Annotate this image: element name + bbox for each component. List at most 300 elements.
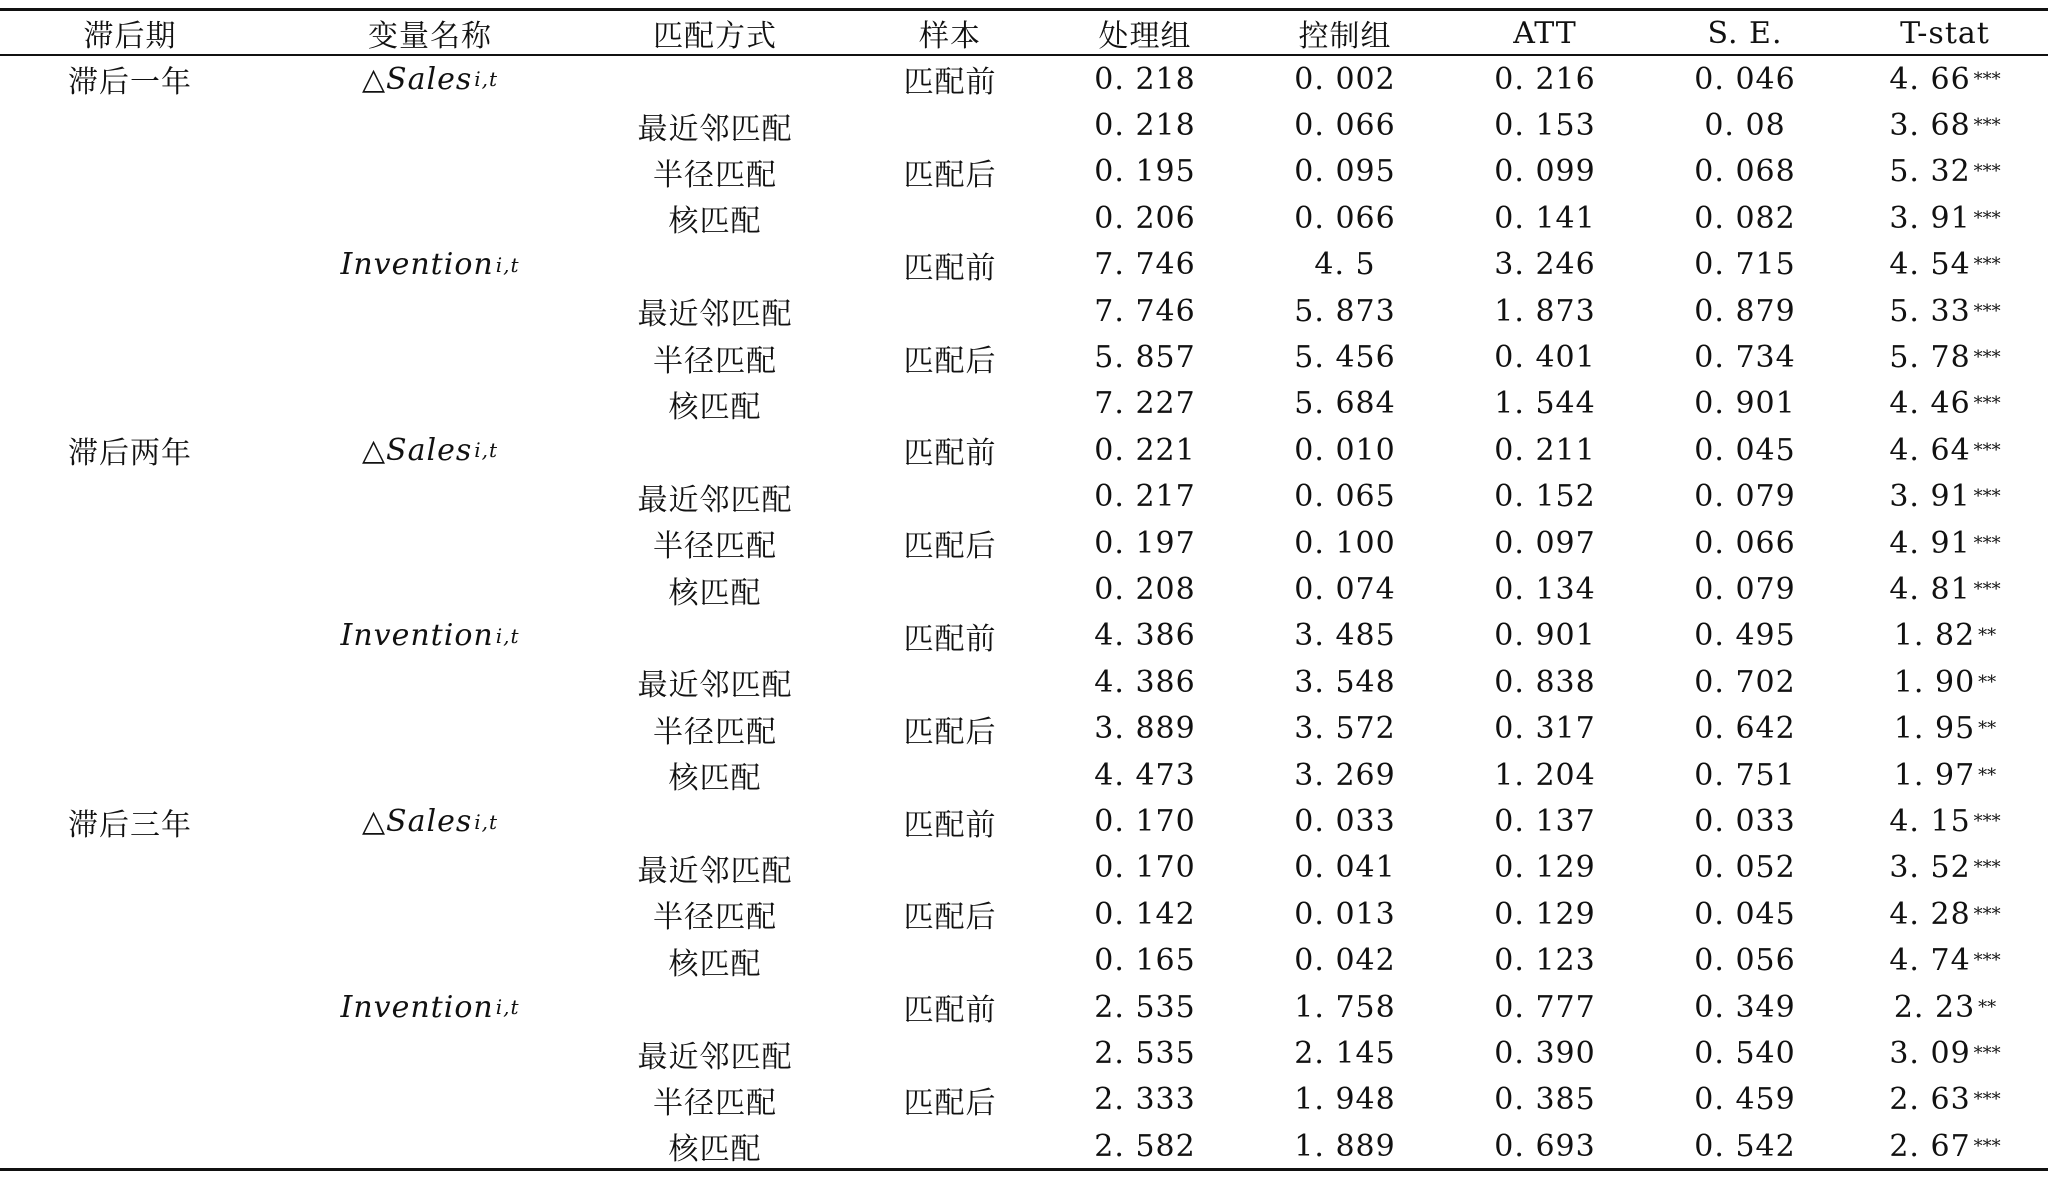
- cell-att: 0. 134: [1494, 572, 1596, 608]
- cell-att: 0. 141: [1494, 200, 1596, 236]
- cell-variable: [330, 1123, 530, 1169]
- cell-se: 0. 082: [1694, 200, 1796, 236]
- cell-treatment: 2. 333: [1094, 1082, 1196, 1118]
- cell-method: [590, 242, 840, 288]
- cell-treatment: 0. 218: [1094, 108, 1196, 144]
- tstat-value: 2. 63: [1889, 1082, 1971, 1118]
- cell-control: 0. 065: [1294, 479, 1396, 515]
- variable-subscript: i,t: [495, 623, 520, 648]
- cell-treatment: 0. 206: [1094, 200, 1196, 236]
- cell-tstat: [1860, 149, 2030, 195]
- cell-tstat: [1860, 242, 2030, 288]
- cell-control: 3. 485: [1294, 618, 1396, 654]
- table-row: [0, 706, 2048, 752]
- table-row: [0, 195, 2048, 241]
- header-sample: 样本: [919, 19, 981, 55]
- cell-lag: 滞后三年: [68, 807, 192, 843]
- cell-sample: [860, 288, 1040, 334]
- cell-variable: [330, 520, 530, 566]
- cell-lag: [40, 891, 220, 937]
- cell-variable: [330, 891, 530, 937]
- significance-stars: ***: [1973, 950, 2001, 972]
- variable-name: Invention: [340, 618, 494, 654]
- cell-variable: [330, 1030, 530, 1076]
- cell-tstat: [1860, 798, 2030, 844]
- cell-se: 0. 052: [1694, 850, 1796, 886]
- cell-se: 0. 542: [1694, 1128, 1796, 1164]
- cell-att: 0. 152: [1494, 479, 1596, 515]
- table-row: [0, 891, 2048, 937]
- cell-treatment: 2. 535: [1094, 1036, 1196, 1072]
- table-row: [0, 566, 2048, 612]
- cell-method: 半径匹配: [653, 157, 777, 193]
- tstat-value: 4. 15: [1889, 804, 1971, 840]
- variable-subscript: i,t: [495, 995, 520, 1020]
- cell-se: 0. 459: [1694, 1082, 1796, 1118]
- cell-sample: [860, 659, 1040, 705]
- cell-lag: 滞后两年: [68, 436, 192, 472]
- cell-method: [590, 427, 840, 473]
- table-row: [0, 845, 2048, 891]
- cell-treatment: 0. 170: [1094, 804, 1196, 840]
- cell-treatment: 0. 208: [1094, 572, 1196, 608]
- significance-stars: **: [1978, 671, 1997, 693]
- variable-name: △Sales: [361, 804, 473, 840]
- variable-name: △Sales: [361, 432, 473, 468]
- tstat-value: 5. 33: [1889, 293, 1971, 329]
- cell-lag: [40, 1030, 220, 1076]
- cell-sample: [860, 1123, 1040, 1169]
- table-row: [0, 56, 2048, 102]
- cell-att: 0. 137: [1494, 804, 1596, 840]
- cell-att: 0. 401: [1494, 340, 1596, 376]
- cell-method: [590, 613, 840, 659]
- cell-treatment: 0. 197: [1094, 525, 1196, 561]
- tstat-value: 2. 23: [1893, 989, 1976, 1025]
- cell-lag: [40, 242, 220, 288]
- variable-subscript: i,t: [474, 438, 499, 463]
- cell-att: 0. 390: [1494, 1036, 1596, 1072]
- cell-sample: [860, 938, 1040, 984]
- tstat-value: 1. 95: [1893, 711, 1976, 747]
- cell-att: 0. 385: [1494, 1082, 1596, 1118]
- cell-att: 0. 777: [1494, 989, 1596, 1025]
- cell-tstat: [1860, 334, 2030, 380]
- cell-tstat: [1860, 56, 2030, 102]
- cell-tstat: [1860, 891, 2030, 937]
- table-row: [0, 242, 2048, 288]
- cell-tstat: [1860, 381, 2030, 427]
- cell-lag: [40, 566, 220, 612]
- cell-variable: [330, 242, 530, 288]
- cell-control: 1. 758: [1294, 989, 1396, 1025]
- cell-att: 0. 129: [1494, 850, 1596, 886]
- cell-se: 0. 734: [1694, 340, 1796, 376]
- cell-variable: [330, 149, 530, 195]
- cell-se: 0. 702: [1694, 664, 1796, 700]
- cell-sample: [860, 566, 1040, 612]
- cell-lag: [40, 102, 220, 148]
- cell-control: 0. 066: [1294, 200, 1396, 236]
- cell-lag: [40, 752, 220, 798]
- cell-tstat: [1860, 1030, 2030, 1076]
- significance-stars: **: [1978, 764, 1997, 786]
- cell-method: [590, 984, 840, 1030]
- cell-sample: 匹配后: [903, 343, 997, 379]
- tstat-value: 4. 74: [1889, 943, 1971, 979]
- variable-subscript: i,t: [474, 809, 499, 834]
- cell-se: 0. 715: [1694, 247, 1796, 283]
- cell-lag: [40, 334, 220, 380]
- cell-control: 0. 095: [1294, 154, 1396, 190]
- cell-method: 半径匹配: [653, 343, 777, 379]
- cell-att: 0. 901: [1494, 618, 1596, 654]
- cell-control: 0. 042: [1294, 943, 1396, 979]
- header-treatment: 处理组: [1098, 19, 1192, 55]
- cell-method: 最近邻匹配: [637, 111, 793, 147]
- cell-control: 3. 269: [1294, 757, 1396, 793]
- variable-subscript: i,t: [474, 67, 499, 92]
- cell-tstat: [1860, 752, 2030, 798]
- cell-method: 核匹配: [668, 761, 762, 797]
- cell-treatment: 0. 142: [1094, 896, 1196, 932]
- cell-att: 0. 099: [1494, 154, 1596, 190]
- tstat-value: 4. 54: [1889, 247, 1971, 283]
- cell-variable: [330, 752, 530, 798]
- cell-se: 0. 066: [1694, 525, 1796, 561]
- cell-tstat: [1860, 659, 2030, 705]
- cell-method: [590, 56, 840, 102]
- tstat-value: 3. 52: [1889, 850, 1971, 886]
- cell-sample: [860, 474, 1040, 520]
- cell-treatment: 0. 217: [1094, 479, 1196, 515]
- cell-variable: [330, 706, 530, 752]
- cell-sample: 匹配前: [903, 993, 997, 1029]
- cell-tstat: [1860, 845, 2030, 891]
- cell-lag: [40, 288, 220, 334]
- cell-variable: [330, 845, 530, 891]
- cell-method: [590, 798, 840, 844]
- cell-method: 最近邻匹配: [637, 297, 793, 333]
- cell-att: 0. 317: [1494, 711, 1596, 747]
- cell-att: 0. 123: [1494, 943, 1596, 979]
- header-att: ATT: [1513, 15, 1577, 51]
- variable-subscript: i,t: [495, 252, 520, 277]
- cell-variable: [330, 613, 530, 659]
- cell-se: 0. 495: [1694, 618, 1796, 654]
- cell-se: 0. 045: [1694, 432, 1796, 468]
- cell-variable: [330, 102, 530, 148]
- cell-method: 核匹配: [668, 204, 762, 240]
- cell-treatment: 5. 857: [1094, 340, 1196, 376]
- table-row: [0, 938, 2048, 984]
- table-row: [0, 381, 2048, 427]
- cell-se: 0. 08: [1704, 108, 1786, 144]
- significance-stars: ***: [1973, 486, 2001, 508]
- cell-lag: [40, 845, 220, 891]
- header-method: 匹配方式: [653, 19, 777, 55]
- cell-tstat: [1860, 938, 2030, 984]
- tstat-value: 3. 91: [1889, 479, 1971, 515]
- tstat-value: 5. 32: [1889, 154, 1971, 190]
- cell-att: 0. 838: [1494, 664, 1596, 700]
- cell-lag: [40, 149, 220, 195]
- cell-att: 0. 211: [1494, 432, 1596, 468]
- cell-control: 2. 145: [1294, 1036, 1396, 1072]
- cell-se: 0. 879: [1694, 293, 1796, 329]
- table-header-row: [0, 10, 2048, 56]
- significance-stars: ***: [1973, 903, 2001, 925]
- tstat-value: 4. 64: [1889, 432, 1971, 468]
- cell-method: 核匹配: [668, 575, 762, 611]
- tstat-value: 1. 82: [1893, 618, 1976, 654]
- cell-lag: [40, 381, 220, 427]
- cell-lag: [40, 474, 220, 520]
- significance-stars: ***: [1973, 439, 2001, 461]
- tstat-value: 4. 81: [1889, 572, 1971, 608]
- cell-method: 最近邻匹配: [637, 1039, 793, 1075]
- table-row: [0, 1030, 2048, 1076]
- cell-se: 0. 079: [1694, 572, 1796, 608]
- cell-tstat: [1860, 474, 2030, 520]
- cell-treatment: 2. 535: [1094, 989, 1196, 1025]
- cell-treatment: 0. 221: [1094, 432, 1196, 468]
- cell-tstat: [1860, 1123, 2030, 1169]
- significance-stars: **: [1978, 625, 1997, 647]
- cell-se: 0. 540: [1694, 1036, 1796, 1072]
- table-row: [0, 1123, 2048, 1169]
- cell-att: 0. 216: [1494, 61, 1596, 97]
- cell-method: 最近邻匹配: [637, 853, 793, 889]
- cell-att: 0. 097: [1494, 525, 1596, 561]
- tstat-value: 4. 66: [1889, 61, 1971, 97]
- significance-stars: ***: [1973, 857, 2001, 879]
- cell-se: 0. 901: [1694, 386, 1796, 422]
- cell-sample: 匹配后: [903, 1085, 997, 1121]
- cell-variable: [330, 474, 530, 520]
- table-row: [0, 334, 2048, 380]
- significance-stars: ***: [1973, 1135, 2001, 1157]
- cell-sample: 匹配后: [903, 900, 997, 936]
- cell-lag: [40, 1123, 220, 1169]
- cell-treatment: 7. 227: [1094, 386, 1196, 422]
- cell-se: 0. 046: [1694, 61, 1796, 97]
- cell-control: 1. 889: [1294, 1128, 1396, 1164]
- cell-control: 3. 548: [1294, 664, 1396, 700]
- cell-sample: 匹配后: [903, 714, 997, 750]
- table-row: [0, 102, 2048, 148]
- cell-tstat: [1860, 984, 2030, 1030]
- significance-stars: ***: [1973, 811, 2001, 833]
- tstat-value: 5. 78: [1889, 340, 1971, 376]
- cell-att: 1. 873: [1494, 293, 1596, 329]
- cell-control: 1. 948: [1294, 1082, 1396, 1118]
- cell-treatment: 7. 746: [1094, 247, 1196, 283]
- cell-treatment: 0. 170: [1094, 850, 1196, 886]
- tstat-value: 1. 97: [1893, 757, 1976, 793]
- cell-att: 1. 204: [1494, 757, 1596, 793]
- cell-sample: 匹配后: [903, 157, 997, 193]
- cell-variable: [330, 381, 530, 427]
- cell-treatment: 7. 746: [1094, 293, 1196, 329]
- table-row: [0, 288, 2048, 334]
- significance-stars: ***: [1973, 1043, 2001, 1065]
- cell-control: 0. 100: [1294, 525, 1396, 561]
- tstat-value: 1. 90: [1893, 664, 1976, 700]
- cell-variable: [330, 659, 530, 705]
- table-row: [0, 520, 2048, 566]
- cell-att: 0. 153: [1494, 108, 1596, 144]
- cell-control: 0. 074: [1294, 572, 1396, 608]
- cell-method: 核匹配: [668, 389, 762, 425]
- table-row: [0, 613, 2048, 659]
- cell-sample: [860, 102, 1040, 148]
- cell-method: 核匹配: [668, 1132, 762, 1168]
- cell-tstat: [1860, 195, 2030, 241]
- cell-variable: [330, 938, 530, 984]
- cell-control: 5. 456: [1294, 340, 1396, 376]
- cell-tstat: [1860, 288, 2030, 334]
- cell-lag: 滞后一年: [68, 65, 192, 101]
- significance-stars: ***: [1973, 579, 2001, 601]
- cell-se: 0. 045: [1694, 896, 1796, 932]
- header-variable: 变量名称: [368, 19, 492, 55]
- cell-se: 0. 068: [1694, 154, 1796, 190]
- tstat-value: 4. 91: [1889, 525, 1971, 561]
- cell-tstat: [1860, 706, 2030, 752]
- cell-control: 0. 066: [1294, 108, 1396, 144]
- cell-se: 0. 056: [1694, 943, 1796, 979]
- cell-sample: [860, 1030, 1040, 1076]
- tstat-value: 4. 46: [1889, 386, 1971, 422]
- tstat-value: 3. 91: [1889, 200, 1971, 236]
- significance-stars: ***: [1973, 254, 2001, 276]
- cell-variable: [330, 566, 530, 612]
- significance-stars: ***: [1973, 532, 2001, 554]
- cell-control: 0. 013: [1294, 896, 1396, 932]
- cell-method: 半径匹配: [653, 529, 777, 565]
- cell-treatment: 3. 889: [1094, 711, 1196, 747]
- cell-treatment: 4. 386: [1094, 618, 1196, 654]
- cell-control: 0. 002: [1294, 61, 1396, 97]
- significance-stars: **: [1978, 718, 1997, 740]
- table-row: [0, 984, 2048, 1030]
- cell-variable: [330, 427, 530, 473]
- cell-variable: [330, 288, 530, 334]
- cell-sample: 匹配前: [903, 250, 997, 286]
- cell-control: 0. 033: [1294, 804, 1396, 840]
- cell-sample: [860, 381, 1040, 427]
- cell-method: 半径匹配: [653, 1085, 777, 1121]
- cell-tstat: [1860, 566, 2030, 612]
- cell-lag: [40, 1077, 220, 1123]
- cell-se: 0. 642: [1694, 711, 1796, 747]
- cell-att: 0. 129: [1494, 896, 1596, 932]
- cell-att: 3. 246: [1494, 247, 1596, 283]
- cell-control: 4. 5: [1314, 247, 1376, 283]
- cell-lag: [40, 613, 220, 659]
- cell-variable: [330, 195, 530, 241]
- table-row: [0, 752, 2048, 798]
- variable-name: △Sales: [361, 61, 473, 97]
- variable-name: Invention: [340, 247, 494, 283]
- cell-sample: 匹配后: [903, 529, 997, 565]
- cell-method: 最近邻匹配: [637, 482, 793, 518]
- cell-se: 0. 349: [1694, 989, 1796, 1025]
- cell-control: 5. 873: [1294, 293, 1396, 329]
- significance-stars: ***: [1973, 1089, 2001, 1111]
- table-row: [0, 474, 2048, 520]
- cell-tstat: [1860, 613, 2030, 659]
- significance-stars: **: [1978, 996, 1997, 1018]
- significance-stars: ***: [1973, 68, 2001, 90]
- cell-sample: 匹配前: [903, 436, 997, 472]
- cell-method: 最近邻匹配: [637, 668, 793, 704]
- cell-se: 0. 033: [1694, 804, 1796, 840]
- cell-lag: [40, 520, 220, 566]
- header-lag: 滞后期: [83, 19, 177, 55]
- tstat-value: 3. 09: [1889, 1036, 1971, 1072]
- cell-att: 1. 544: [1494, 386, 1596, 422]
- cell-treatment: 0. 218: [1094, 61, 1196, 97]
- cell-se: 0. 751: [1694, 757, 1796, 793]
- tstat-value: 3. 68: [1889, 108, 1971, 144]
- cell-tstat: [1860, 1077, 2030, 1123]
- cell-treatment: 2. 582: [1094, 1128, 1196, 1164]
- cell-treatment: 4. 473: [1094, 757, 1196, 793]
- cell-att: 0. 693: [1494, 1128, 1596, 1164]
- cell-method: 半径匹配: [653, 900, 777, 936]
- cell-variable: [330, 56, 530, 102]
- cell-tstat: [1860, 102, 2030, 148]
- table-row: [0, 427, 2048, 473]
- header-control: 控制组: [1298, 19, 1392, 55]
- cell-treatment: 4. 386: [1094, 664, 1196, 700]
- tstat-value: 4. 28: [1889, 896, 1971, 932]
- cell-control: 5. 684: [1294, 386, 1396, 422]
- table-row: [0, 659, 2048, 705]
- significance-stars: ***: [1973, 300, 2001, 322]
- cell-se: 0. 079: [1694, 479, 1796, 515]
- cell-lag: [40, 706, 220, 752]
- cell-sample: 匹配前: [903, 621, 997, 657]
- cell-method: 核匹配: [668, 946, 762, 982]
- cell-sample: [860, 845, 1040, 891]
- significance-stars: ***: [1973, 347, 2001, 369]
- significance-stars: ***: [1973, 207, 2001, 229]
- cell-variable: [330, 984, 530, 1030]
- cell-lag: [40, 984, 220, 1030]
- variable-name: Invention: [340, 989, 494, 1025]
- significance-stars: ***: [1973, 115, 2001, 137]
- cell-method: 半径匹配: [653, 714, 777, 750]
- table-bottom-rule: [0, 1168, 2048, 1171]
- cell-lag: [40, 659, 220, 705]
- cell-lag: [40, 195, 220, 241]
- cell-sample: 匹配前: [903, 65, 997, 101]
- table-row: [0, 798, 2048, 844]
- cell-variable: [330, 798, 530, 844]
- table-row: [0, 1077, 2048, 1123]
- cell-control: 0. 010: [1294, 432, 1396, 468]
- tstat-value: 2. 67: [1889, 1128, 1971, 1164]
- cell-sample: 匹配前: [903, 807, 997, 843]
- significance-stars: ***: [1973, 161, 2001, 183]
- cell-lag: [40, 938, 220, 984]
- cell-tstat: [1860, 427, 2030, 473]
- significance-stars: ***: [1973, 393, 2001, 415]
- header-se: S. E.: [1707, 15, 1783, 51]
